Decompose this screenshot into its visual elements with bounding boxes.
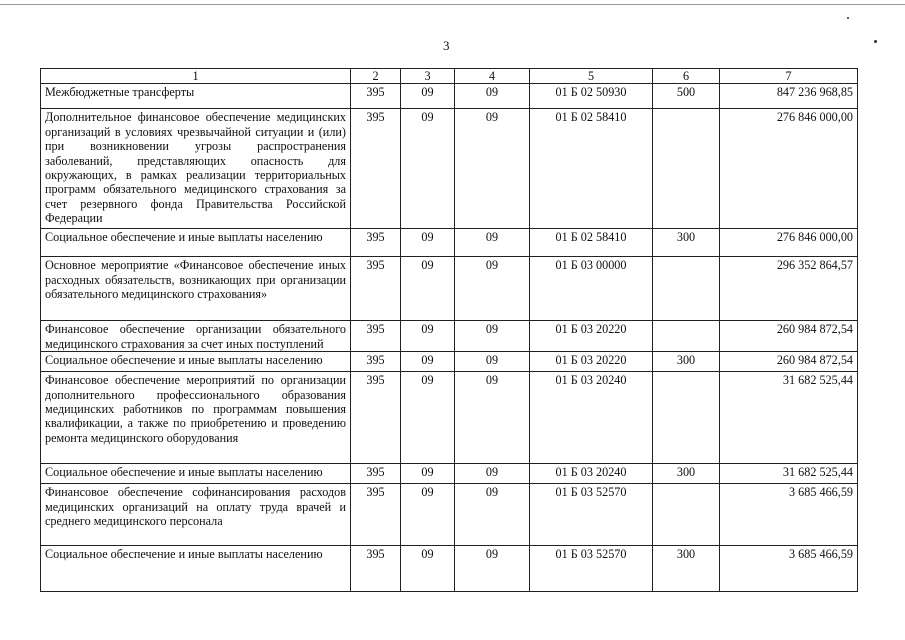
row-amount: 260 984 872,54 [720,352,858,372]
row-expense-type [653,484,720,546]
row-name: Основное мероприятие «Финансовое обеспечение иных расходных обязательств, возникающих при организации обязательного медицинского страхования» [41,257,351,321]
table-row [41,372,858,464]
row-subsection-code: 09 [455,372,530,464]
column-header: 5 [530,69,653,84]
row-expense-type: 300 [653,546,720,592]
row-subsection-code: 09 [455,109,530,229]
table-row [41,229,858,257]
table-row [41,546,858,592]
row-target-code: 01 Б 02 58410 [530,229,653,257]
row-name: Финансовое обеспечение мероприятий по организации дополнительного профессионального образования медицинских работников по программам повышения квалификации, а также по приобретению и проведению ремонта медицинского оборудования [41,372,351,464]
row-amount: 276 846 000,00 [720,109,858,229]
row-section-code: 09 [401,546,455,592]
row-amount: 31 682 525,44 [720,372,858,464]
row-name: Финансовое обеспечение организации обязательного медицинского страхования за счет иных поступлений [41,321,351,352]
row-ministry-code: 395 [351,372,401,464]
row-section-code: 09 [401,257,455,321]
row-section-code: 09 [401,84,455,109]
row-expense-type [653,257,720,321]
column-header: 3 [401,69,455,84]
row-expense-type: 300 [653,464,720,484]
row-name: Социальное обеспечение и иные выплаты населению [41,546,351,592]
row-ministry-code: 395 [351,84,401,109]
row-target-code: 01 Б 03 00000 [530,257,653,321]
row-ministry-code: 395 [351,464,401,484]
row-amount: 3 685 466,59 [720,546,858,592]
row-expense-type: 300 [653,352,720,372]
row-subsection-code: 09 [455,229,530,257]
row-subsection-code: 09 [455,257,530,321]
row-name: Социальное обеспечение и иные выплаты населению [41,464,351,484]
row-section-code: 09 [401,372,455,464]
row-amount: 296 352 864,57 [720,257,858,321]
table-row [41,484,858,546]
row-expense-type: 300 [653,229,720,257]
row-name: Дополнительное финансовое обеспечение медицинских организаций в условиях чрезвычайной ситуации и (или) при возникновении угрозы распространения заболеваний, представляющих опасность для окружающих, в рамках реализации территориальных программ обязательного медицинского страхования за счет резервного фонда Правительства Российской Федерации [41,109,351,229]
row-ministry-code: 395 [351,257,401,321]
row-section-code: 09 [401,109,455,229]
column-header: 1 [41,69,351,84]
row-expense-type [653,321,720,352]
row-section-code: 09 [401,464,455,484]
row-subsection-code: 09 [455,84,530,109]
column-header: 4 [455,69,530,84]
row-target-code: 01 Б 02 50930 [530,84,653,109]
page-number: 3 [443,38,450,53]
row-target-code: 01 Б 03 20240 [530,372,653,464]
column-header: 6 [653,69,720,84]
table-header-row [41,69,858,84]
row-subsection-code: 09 [455,484,530,546]
row-subsection-code: 09 [455,546,530,592]
row-ministry-code: 395 [351,109,401,229]
row-ministry-code: 395 [351,546,401,592]
row-target-code: 01 Б 03 20240 [530,464,653,484]
row-ministry-code: 395 [351,229,401,257]
row-amount: 847 236 968,85 [720,84,858,109]
table-row [41,352,858,372]
table-row [41,257,858,321]
row-amount: 260 984 872,54 [720,321,858,352]
row-name: Межбюджетные трансферты [41,84,351,109]
row-ministry-code: 395 [351,352,401,372]
row-name: Социальное обеспечение и иные выплаты населению [41,229,351,257]
table-row [41,464,858,484]
row-amount: 276 846 000,00 [720,229,858,257]
row-name: Финансовое обеспечение софинансирования расходов медицинских организаций на оплату труда врачей и среднего медицинского персонала [41,484,351,546]
column-header: 7 [720,69,858,84]
row-amount: 3 685 466,59 [720,484,858,546]
row-subsection-code: 09 [455,321,530,352]
row-ministry-code: 395 [351,484,401,546]
budget-table [40,68,858,592]
row-expense-type [653,372,720,464]
row-section-code: 09 [401,229,455,257]
column-header: 2 [351,69,401,84]
row-expense-type [653,109,720,229]
row-target-code: 01 Б 03 20220 [530,352,653,372]
row-target-code: 01 Б 03 52570 [530,484,653,546]
row-amount: 31 682 525,44 [720,464,858,484]
row-section-code: 09 [401,321,455,352]
row-section-code: 09 [401,484,455,546]
row-ministry-code: 395 [351,321,401,352]
scan-speck [847,17,849,19]
row-target-code: 01 Б 03 20220 [530,321,653,352]
row-name: Социальное обеспечение и иные выплаты населению [41,352,351,372]
table-row [41,321,858,352]
row-target-code: 01 Б 03 52570 [530,546,653,592]
row-target-code: 01 Б 02 58410 [530,109,653,229]
row-subsection-code: 09 [455,464,530,484]
row-section-code: 09 [401,352,455,372]
scan-speck [874,40,877,43]
scan-top-border [0,4,905,5]
table-row [41,84,858,109]
row-expense-type: 500 [653,84,720,109]
row-subsection-code: 09 [455,352,530,372]
table-row [41,109,858,229]
